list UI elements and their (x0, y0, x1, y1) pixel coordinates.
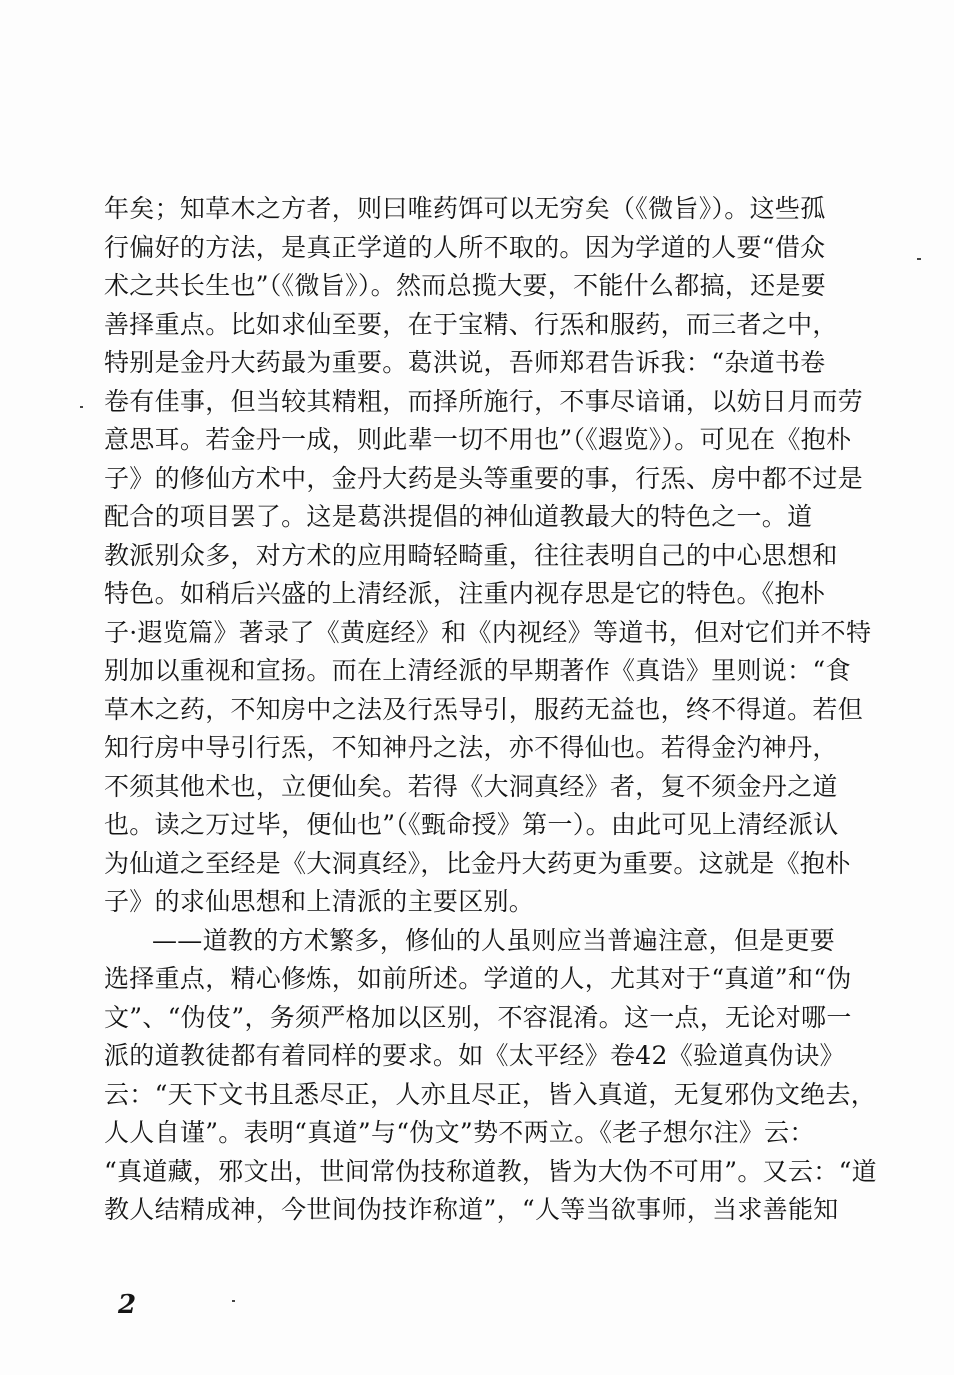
text-line: 善择重点。比如求仙至要，在于宝精、行炁和服药，而三者之中， (104, 309, 838, 339)
text-line: 行偏好的方法，是真正学道的人所不取的。因为学道的人要“借众 (104, 232, 826, 262)
text-line: 选择重点，精心修炼，如前所述。学道的人，尤其对于“真道”和“伪 (104, 964, 852, 993)
text-line: 配合的项目罢了。这是葛洪提倡的神仙道教最大的特色之一。道 (104, 502, 813, 531)
text-line: ——道教的方术繁多，修仙的人虽则应当普遍注意，但是更要 (152, 925, 836, 955)
scan-speck (917, 258, 921, 260)
text-line: 术之共长生也”（《微旨》）。然而总揽大要，不能什么都搞，还是要 (104, 271, 827, 300)
text-line: 教派别众多，对方术的应用畸轻畸重，往往表明自己的中心思想和 (104, 540, 838, 570)
text-line: 知行房中导引行炁，不知神丹之法，亦不得仙也。若得金汋神丹， (104, 733, 838, 762)
text-line: 教人结精成神，今世间伪技诈称道”，“人等当欲事师，当求善能知 (104, 1195, 839, 1224)
text-line: 不须其他术也，立便仙矣。若得《大洞真经》者，复不须金丹之道 (104, 771, 838, 801)
text-line: 子》的修仙方术中，金丹大药是头等重要的事，行炁、房中都不过是 (104, 463, 864, 493)
text-line: 意思耳。若金丹一成，则此辈一切不用也”（《遐览》）。可见在《抱朴 (104, 425, 852, 454)
text-line: 人人自谨”。表明“真道”与“伪文”势不两立。《老子想尔注》云： (104, 1118, 815, 1147)
text-line: 特色。如稍后兴盛的上清经派，注重内视存思是它的特色。《抱朴 (104, 579, 826, 608)
text-line: 卷有佳事，但当较其精粗，而择所施行，不事尽谙诵，以妨日月而劳 (104, 386, 864, 416)
text-line: 别加以重视和宣扬。而在上清经派的早期著作《真诰》里则说：“食 (104, 656, 851, 685)
text-line: 为仙道之至经是《大洞真经》，比金丹大药更为重要。这就是《抱朴 (104, 848, 851, 878)
text-line: 特别是金丹大药最为重要。葛洪说，吾师郑君告诉我：“杂道书卷 (104, 348, 826, 377)
text-line: 派的道教徒都有着同样的要求。如《太平经》卷42《验道真伪诀》 (104, 1041, 845, 1070)
text-line: 年矣；知草木之方者，则曰唯药饵可以无穷矣（《微旨》）。这些孤 (104, 194, 826, 223)
page-number: 2 (118, 1290, 137, 1320)
text-line: 文”、“伪伎”，务须严格加以区别，不容混淆。这一点，无论对哪一 (104, 1002, 852, 1032)
text-line: 云：“天下文书且悉尽正，人亦且尽正，皆入真道，无复邪伪文绝去， (104, 1079, 877, 1109)
text-line: 子·遐览篇》著录了《黄庭经》和《内视经》等道书，但对它们并不特 (104, 617, 872, 647)
text-line: “真道藏，邪文出，世间常伪技称道教，皆为大伪不可用”。又云：“道 (104, 1156, 877, 1186)
scan-speck (232, 1300, 235, 1302)
scan-speck (80, 406, 83, 408)
body-text (104, 190, 877, 1230)
text-line: 也。读之万过毕，便仙也”（《甄命授》第一）。由此可见上清经派认 (104, 810, 839, 839)
text-line: 子》的求仙思想和上清派的主要区别。 (104, 887, 535, 916)
text-line: 草木之药，不知房中之法及行炁导引，服药无益也，终不得道。若但 (104, 694, 864, 724)
